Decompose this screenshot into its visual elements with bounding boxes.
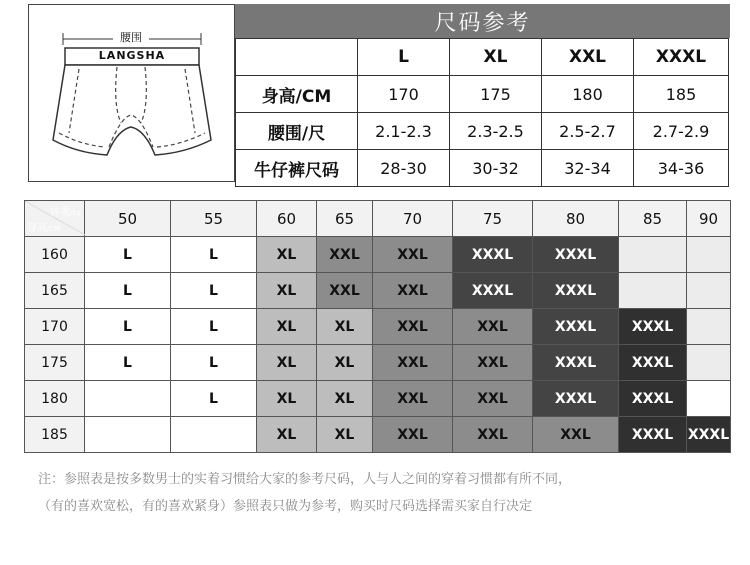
size-cell: XL	[317, 417, 373, 453]
height-header: 170	[25, 309, 85, 345]
grid-row	[25, 345, 731, 381]
weight-header: 75	[453, 201, 533, 237]
size-cell: XXL	[453, 381, 533, 417]
reference-cell: 2.1-2.3	[358, 113, 450, 150]
waist-label: 腰围	[120, 31, 142, 44]
reference-cell: 170	[358, 76, 450, 113]
height-header: 165	[25, 273, 85, 309]
size-header: L	[358, 39, 450, 76]
weight-header: 85	[619, 201, 687, 237]
height-header: 180	[25, 381, 85, 417]
reference-cell: 28-30	[358, 150, 450, 187]
size-header: XXL	[542, 39, 634, 76]
size-cell: XXL	[453, 345, 533, 381]
size-cell: XL	[257, 309, 317, 345]
size-cell: XXXL	[533, 273, 619, 309]
footnote-line: （有的喜欢宽松，有的喜欢紧身）参照表只做为参考，购买时尺码选择需买家自行决定	[38, 499, 533, 514]
size-cell: XL	[317, 381, 373, 417]
size-header: XL	[450, 39, 542, 76]
height-header: 160	[25, 237, 85, 273]
reference-cell: 30-32	[450, 150, 542, 187]
size-cell: L	[85, 309, 171, 345]
reference-row-height	[236, 76, 729, 113]
weight-header: 90	[687, 201, 731, 237]
reference-cell: 2.7-2.9	[634, 113, 729, 150]
grid-body	[25, 237, 731, 453]
size-cell: L	[85, 237, 171, 273]
size-cell: XL	[257, 381, 317, 417]
size-cell: XXL	[317, 273, 373, 309]
size-cell: XXL	[373, 309, 453, 345]
grid-row	[25, 381, 731, 417]
weight-header: 65	[317, 201, 373, 237]
size-cell: XXL	[373, 381, 453, 417]
size-cell	[85, 381, 171, 417]
size-cell: L	[171, 381, 257, 417]
size-cell: XXL	[373, 345, 453, 381]
reference-cell: 32-34	[542, 150, 634, 187]
size-cell: XL	[257, 345, 317, 381]
underwear-illustration	[28, 4, 235, 182]
size-cell: XXL	[533, 417, 619, 453]
size-cell: L	[85, 273, 171, 309]
size-cell: XXL	[373, 273, 453, 309]
size-cell: XXXL	[619, 345, 687, 381]
height-header: 175	[25, 345, 85, 381]
reference-row-label: 腰围/尺	[236, 113, 358, 150]
size-cell	[171, 417, 257, 453]
reference-cell: 34-36	[634, 150, 729, 187]
size-cell	[687, 381, 731, 417]
size-cell	[687, 345, 731, 381]
size-cell: XXXL	[533, 237, 619, 273]
size-cell: L	[85, 345, 171, 381]
size-cell	[85, 417, 171, 453]
size-cell: XL	[257, 273, 317, 309]
grid-row	[25, 417, 731, 453]
reference-row-label: 身高/CM	[236, 76, 358, 113]
reference-cell: 175	[450, 76, 542, 113]
size-cell: XXL	[373, 417, 453, 453]
size-cell: XXXL	[687, 417, 731, 453]
reference-row-label: 牛仔裤尺码	[236, 150, 358, 187]
weight-header: 80	[533, 201, 619, 237]
size-cell: L	[171, 237, 257, 273]
corner-weight-label: 体重/kg	[50, 207, 81, 218]
size-cell	[619, 237, 687, 273]
size-cell: XXXL	[453, 273, 533, 309]
size-cell: XL	[317, 345, 373, 381]
size-cell: XL	[317, 309, 373, 345]
size-cell	[687, 273, 731, 309]
size-cell: XXL	[453, 309, 533, 345]
size-cell: XL	[257, 237, 317, 273]
weight-header: 50	[85, 201, 171, 237]
size-reference-title: 尺码参考	[235, 4, 730, 38]
grid-row	[25, 237, 731, 273]
size-cell: XXXL	[619, 417, 687, 453]
weight-header-row	[25, 201, 731, 237]
footnote	[38, 466, 728, 520]
reference-cell: 180	[542, 76, 634, 113]
size-cell: XXXL	[619, 381, 687, 417]
size-cell: XXXL	[619, 309, 687, 345]
size-cell: XXL	[317, 237, 373, 273]
reference-row-waist	[236, 113, 729, 150]
size-cell: L	[171, 309, 257, 345]
brand-logo: LANGSHA	[98, 49, 166, 62]
weight-header: 70	[373, 201, 453, 237]
reference-header-row	[236, 39, 729, 76]
reference-corner-cell	[236, 39, 358, 76]
size-cell: XXXL	[453, 237, 533, 273]
size-cell	[687, 309, 731, 345]
reference-cell: 2.5-2.7	[542, 113, 634, 150]
grid-corner-cell	[25, 201, 85, 237]
grid-row	[25, 273, 731, 309]
size-cell: XXXL	[533, 345, 619, 381]
height-header: 185	[25, 417, 85, 453]
weight-header: 55	[171, 201, 257, 237]
reference-row-jeans	[236, 150, 729, 187]
size-cell: L	[171, 345, 257, 381]
weight-header: 60	[257, 201, 317, 237]
size-cell: XXL	[373, 237, 453, 273]
size-cell: L	[171, 273, 257, 309]
size-cell	[619, 273, 687, 309]
reference-cell: 185	[634, 76, 729, 113]
size-header: XXXL	[634, 39, 729, 76]
corner-height-label: 身高/CM	[27, 223, 61, 234]
footnote-line: 注：参照表是按多数男士的实着习惯给大家的参考尺码，人与人之间的穿着习惯都有所不同，	[38, 472, 572, 487]
size-cell: XL	[257, 417, 317, 453]
size-cell	[687, 237, 731, 273]
size-cell: XXXL	[533, 381, 619, 417]
size-reference-table	[235, 38, 729, 187]
size-cell: XXXL	[533, 309, 619, 345]
size-cell: XXL	[453, 417, 533, 453]
height-weight-size-grid	[24, 200, 731, 453]
reference-cell: 2.3-2.5	[450, 113, 542, 150]
grid-row	[25, 309, 731, 345]
